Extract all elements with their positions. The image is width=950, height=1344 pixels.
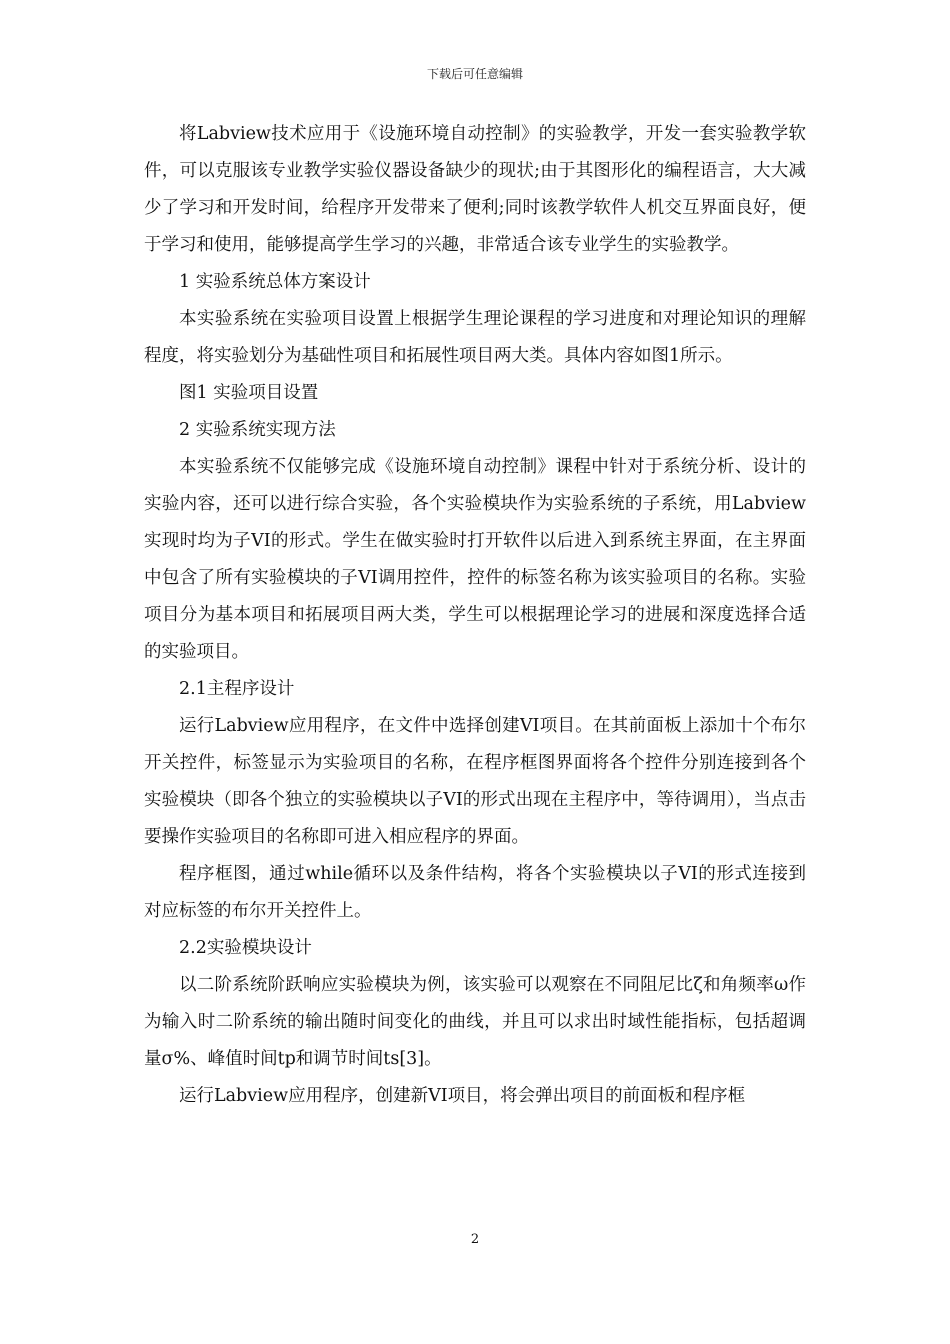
page-header: 下载后可任意编辑 (426, 67, 523, 81)
paragraph-2-1-a: 运行Labview应用程序，在文件中选择创建VI项目。在其前面板上添加十个布尔开关控件，标签显示为实验项目的名称，在程序框图界面将各个控件分别连接到各个实验模块（即各个独立的实验模块以子VI的形式出现在主程序中，等待调用），当点击要操作实验项目的名称即可进入相应程序的界面。 (144, 716, 806, 847)
subsection-heading-2-1: 2.1主程序设计 (179, 679, 295, 699)
paragraph-intro: 将Labview技术应用于《设施环境自动控制》的实验教学，开发一套实验教学软件，可以克服该专业教学实验仪器设备缺少的现状;由于其图形化的编程语言，大大减少了学习和开发时间，给程序开发带来了便利;同时该教学软件人机交互界面良好，便于学习和使用，能够提高学生学习的兴趣，非常适合该专业学生的实验教学。 (144, 124, 806, 255)
subsection-heading-2-2: 2.2实验模块设计 (179, 938, 312, 958)
section-heading-2: 2 实验系统实现方法 (179, 420, 336, 440)
document-body (144, 116, 806, 1115)
paragraph-2-2-b: 运行Labview应用程序，创建新VI项目，将会弹出项目的前面板和程序框 (179, 1086, 746, 1106)
section-heading-1: 1 实验系统总体方案设计 (179, 272, 371, 292)
paragraph-section-1: 本实验系统在实验项目设置上根据学生理论课程的学习进度和对理论知识的理解程度，将实验划分为基础性项目和拓展性项目两大类。具体内容如图1所示。 (144, 309, 806, 366)
page-number: 2 (470, 1232, 480, 1247)
paragraph-2-1-b: 程序框图，通过while循环以及条件结构，将各个实验模块以子VI的形式连接到对应标签的布尔开关控件上。 (144, 864, 806, 921)
figure-caption-1: 图1 实验项目设置 (179, 383, 319, 403)
paragraph-section-2: 本实验系统不仅能够完成《设施环境自动控制》课程中针对于系统分析、设计的实验内容，还可以进行综合实验，各个实验模块作为实验系统的子系统，用Labview实现时均为子VI的形式。学生在做实验时打开软件以后进入到系统主界面，在主界面中包含了所有实验模块的子VI调用控件，控件的标签名称为该实验项目的名称。实验项目分为基本项目和拓展项目两大类，学生可以根据理论学习的进展和深度选择合适的实验项目。 (144, 457, 806, 662)
paragraph-2-2-a: 以二阶系统阶跃响应实验模块为例，该实验可以观察在不同阻尼比ζ和角频率ω作为输入时二阶系统的输出随时间变化的曲线，并且可以求出时域性能指标，包括超调量σ%、峰值时间tp和调节时间ts[3]。 (144, 975, 806, 1069)
